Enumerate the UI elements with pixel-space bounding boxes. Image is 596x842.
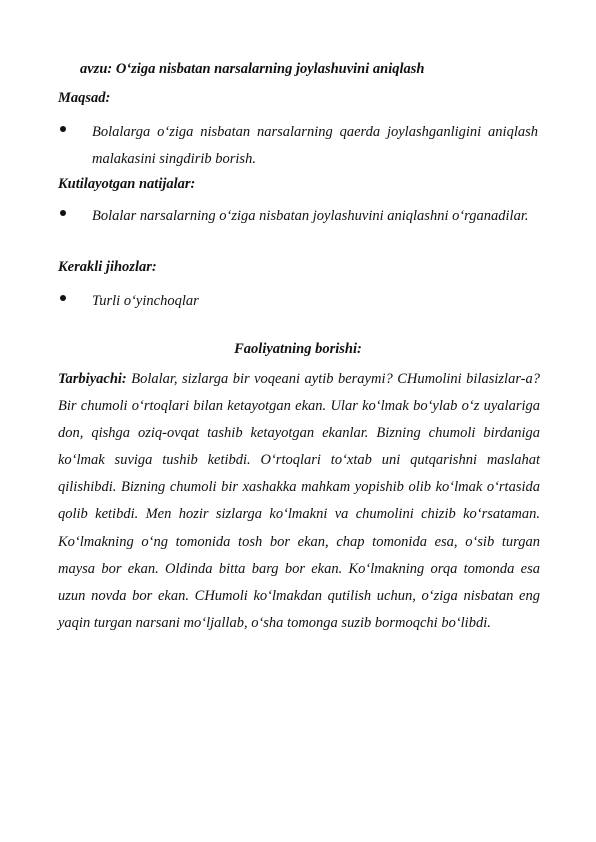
maqsad-bullet-text: Bolalarga o‘ziga nisbatan narsalarning qaerda joylashganligini aniqlash malakasini singdirib borish.: [92, 124, 538, 167]
speaker-label: Tarbiyachi:: [58, 371, 127, 387]
lesson-title: avzu: O‘ziga nisbatan narsalarning joylashuvini aniqlash: [80, 61, 425, 77]
jihozlar-bullet-text: Turli o‘yinchoqlar: [92, 293, 199, 309]
maqsad-heading: Maqsad:: [58, 90, 111, 106]
bullet-dot-icon: [60, 295, 66, 301]
bullet-dot-icon: [60, 126, 66, 132]
faoliyat-paragraph: [58, 366, 540, 637]
faoliyat-heading: Faoliyatning borishi:: [234, 341, 362, 357]
natijalar-heading: Kutilayotgan natijalar:: [58, 176, 196, 192]
jihozlar-heading: Kerakli jihozlar:: [58, 259, 157, 275]
bullet-dot-icon: [60, 210, 66, 216]
faoliyat-text: Bolalar, sizlarga bir voqeani aytib beraymi? CHumolini bilasizlar-a? Bir chumoli o‘rtoqlari bilan ketayotgan ekan. Ular ko‘lmak bo‘ylab o‘z uyalariga don, qishga oziq-ovqat tashib ketayotgan ekanlar. Bizning chumoli birdaniga ko‘lmak suviga tushib ketibdi. O‘rtoqlari to‘xtab uni qutqarishni maslahat qilishibdi. Bizning chumoli bir xashakka mahkam yopishib olib ko‘lmak o‘rtasida qolib ketibdi. Men hozir sizlarga ko‘lmakni va chumolini chizib ko‘rsataman. Ko‘lmakning o‘ng tomonida tosh bor ekan, chap tomonida esa, o‘sib turgan maysa bor ekan. Oldinda bitta barg bor ekan. Ko‘lmakning orqa tomonda esa uzun novda bor ekan. CHumoli ko‘lmakdan qutilish uchun, o‘ziga nisbatan eng yaqin turgan narsani mo‘ljallab, o‘sha tomonga suzib bormoqchi bo‘libdi.: [58, 371, 540, 631]
natijalar-bullet-text: Bolalar narsalarning o‘ziga nisbatan joylashuvini aniqlashni o‘rganadilar.: [92, 208, 529, 224]
